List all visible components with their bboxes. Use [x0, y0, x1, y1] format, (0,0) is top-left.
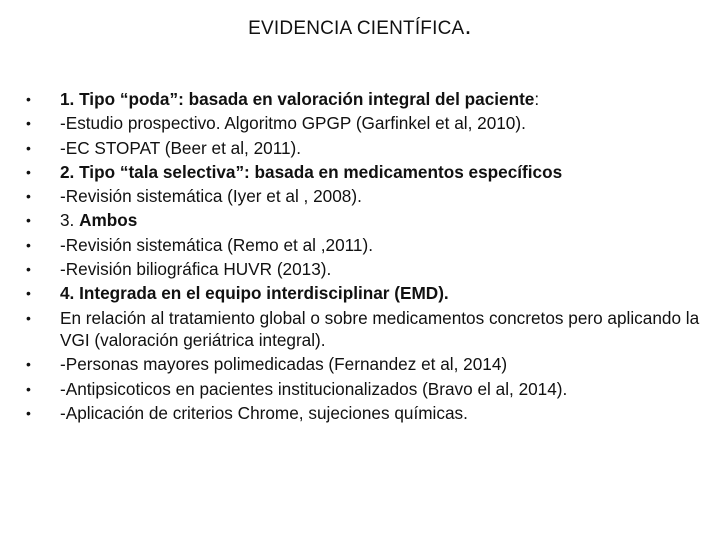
bullet-icon: •: [26, 380, 31, 397]
list-item: [26, 88, 706, 110]
bullet-icon: •: [26, 285, 31, 302]
item-bold-text: 1. Tipo “poda”: basada en valoración integral del paciente: [60, 89, 535, 109]
bullet-icon: •: [26, 188, 31, 205]
list-item: [26, 112, 706, 134]
item-bold-text: 4. Integrada en el equipo interdisciplinar (EMD).: [60, 283, 449, 304]
list-item: [26, 234, 706, 256]
slide-title: [0, 10, 720, 40]
list-item: [26, 161, 706, 183]
list-item: [26, 185, 706, 207]
bullet-list: [26, 88, 706, 426]
bullet-icon: •: [26, 261, 31, 278]
list-item: [26, 209, 706, 231]
bullet-icon: •: [26, 212, 31, 229]
item-bold-text: Ambos: [79, 210, 138, 231]
item-text: -Estudio prospectivo. Algoritmo GPGP (Garfinkel et al, 2010).: [60, 113, 526, 134]
item-text: :: [534, 89, 540, 109]
bullet-icon: •: [26, 115, 31, 132]
slide-title-text: EVIDENCIA CIENTÍFICA: [248, 18, 465, 39]
item-bold-text: 2. Tipo “tala selectiva”: basada en medicamentos específicos: [60, 161, 563, 182]
bullet-icon: •: [26, 163, 31, 180]
item-text: En relación al tratamiento global o sobre medicamentos concretos pero aplicando la VGI (valoración geriátrica integral).: [60, 307, 700, 350]
bullet-icon: •: [26, 139, 31, 156]
item-text: -EC STOPAT (Beer et al, 2011).: [60, 137, 302, 158]
item-text: -Revisión biliográfica HUVR (2013).: [60, 259, 332, 280]
list-item: [26, 353, 706, 375]
item-text: -Antipsicoticos en pacientes institucionalizados (Bravo el al, 2014).: [60, 378, 568, 399]
list-item: [26, 282, 706, 304]
slide-title-period: .: [464, 10, 472, 40]
item-text: -Revisión sistemática (Remo et al ,2011).: [60, 234, 373, 255]
bullet-icon: •: [26, 91, 31, 107]
item-text: -Revisión sistemática (Iyer et al , 2008).: [60, 186, 362, 207]
bullet-icon: •: [26, 309, 31, 326]
list-item: [26, 402, 706, 424]
item-text: -Aplicación de criterios Chrome, sujeciones químicas.: [60, 402, 468, 423]
list-item: [26, 307, 706, 352]
list-item: [26, 258, 706, 280]
bullet-icon: •: [26, 236, 31, 253]
item-text: -Personas mayores polimedicadas (Fernandez et al, 2014): [60, 354, 508, 375]
item-prefix-text: 3.: [60, 210, 80, 231]
bullet-icon: •: [26, 356, 31, 373]
bullet-icon: •: [26, 404, 31, 421]
list-item: [26, 378, 706, 400]
list-item: [26, 137, 706, 159]
